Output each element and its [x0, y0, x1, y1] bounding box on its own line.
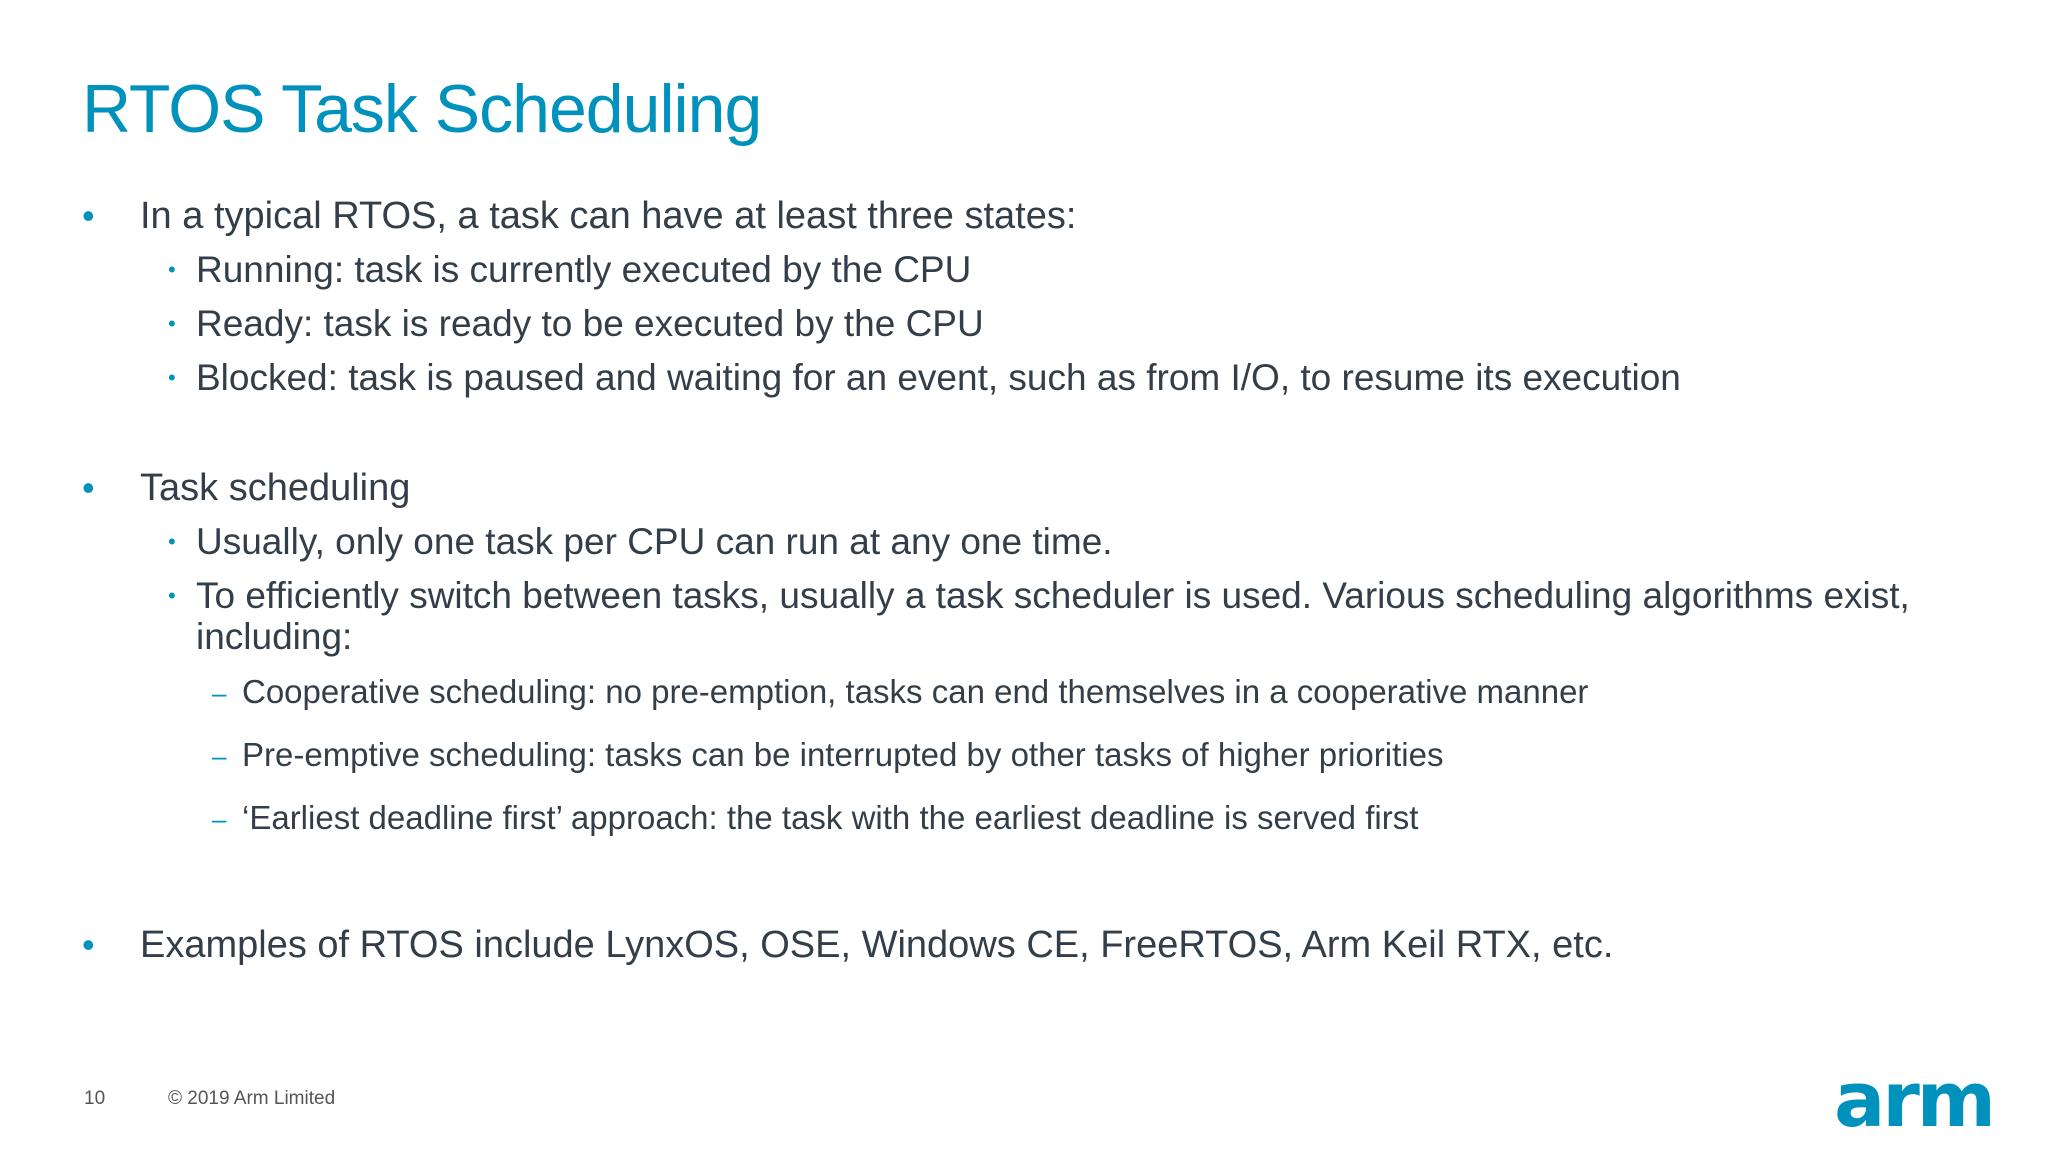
dash-marker: – — [212, 804, 227, 834]
bullet-2-sub-2 — [168, 575, 1956, 658]
bullet-1-text: In a typical RTOS, a task can have at least three states: — [140, 195, 1077, 237]
sub-bullet-marker: • — [168, 257, 176, 282]
bullet-marker: • — [82, 195, 95, 236]
bullet-2-sub-1 — [168, 521, 1113, 562]
sub-bullet-marker: • — [168, 529, 176, 554]
sub-bullet-marker: • — [168, 583, 176, 608]
dash-marker: – — [212, 678, 227, 708]
bullet-1 — [82, 196, 1076, 238]
arm-logo: arm — [1834, 1055, 1993, 1144]
bullet-3 — [82, 925, 1613, 967]
bullet-1-sub-3-text: Blocked: task is paused and waiting for an event, such as from I/O, to resume its execution — [196, 357, 1681, 398]
bullet-2-subsub-3-text: ‘Earliest deadline first’ approach: the task with the earliest deadline is served first — [242, 799, 1419, 836]
bullet-1-sub-2-text: Ready: task is ready to be executed by the CPU — [196, 303, 984, 344]
bullet-marker: • — [82, 467, 95, 508]
bullet-2-subsub-1 — [212, 674, 1588, 710]
bullet-1-sub-2 — [168, 303, 984, 344]
bullet-2-subsub-1-text: Cooperative scheduling: no pre-emption, tasks can end themselves in a cooperative manner — [242, 673, 1589, 710]
sub-bullet-marker: • — [168, 311, 176, 336]
bullet-2 — [82, 468, 410, 510]
bullet-2-subsub-2 — [212, 737, 1443, 773]
bullet-3-text: Examples of RTOS include LynxOS, OSE, Windows CE, FreeRTOS, Arm Keil RTX, etc. — [140, 924, 1614, 966]
dash-marker: – — [212, 741, 227, 771]
bullet-2-subsub-3 — [212, 800, 1418, 836]
bullet-1-sub-3 — [168, 357, 1681, 398]
copyright-text: © 2019 Arm Limited — [168, 1088, 336, 1109]
bullet-2-subsub-2-text: Pre-emptive scheduling: tasks can be interrupted by other tasks of higher priorities — [242, 736, 1444, 773]
bullet-1-sub-1 — [168, 249, 971, 290]
bullet-1-sub-1-text: Running: task is currently executed by the CPU — [196, 249, 972, 290]
bullet-2-text: Task scheduling — [140, 467, 411, 509]
bullet-2-sub-2-text: To efficiently switch between tasks, usually a task scheduler is used. Various scheduling algorithms exist, including: — [196, 575, 1910, 658]
bullet-marker: • — [82, 924, 95, 965]
page-number: 10 — [84, 1088, 106, 1109]
sub-bullet-marker: • — [168, 365, 176, 390]
bullet-2-sub-1-text: Usually, only one task per CPU can run at any one time. — [196, 521, 1113, 562]
slide-title: RTOS Task Scheduling — [82, 71, 762, 147]
